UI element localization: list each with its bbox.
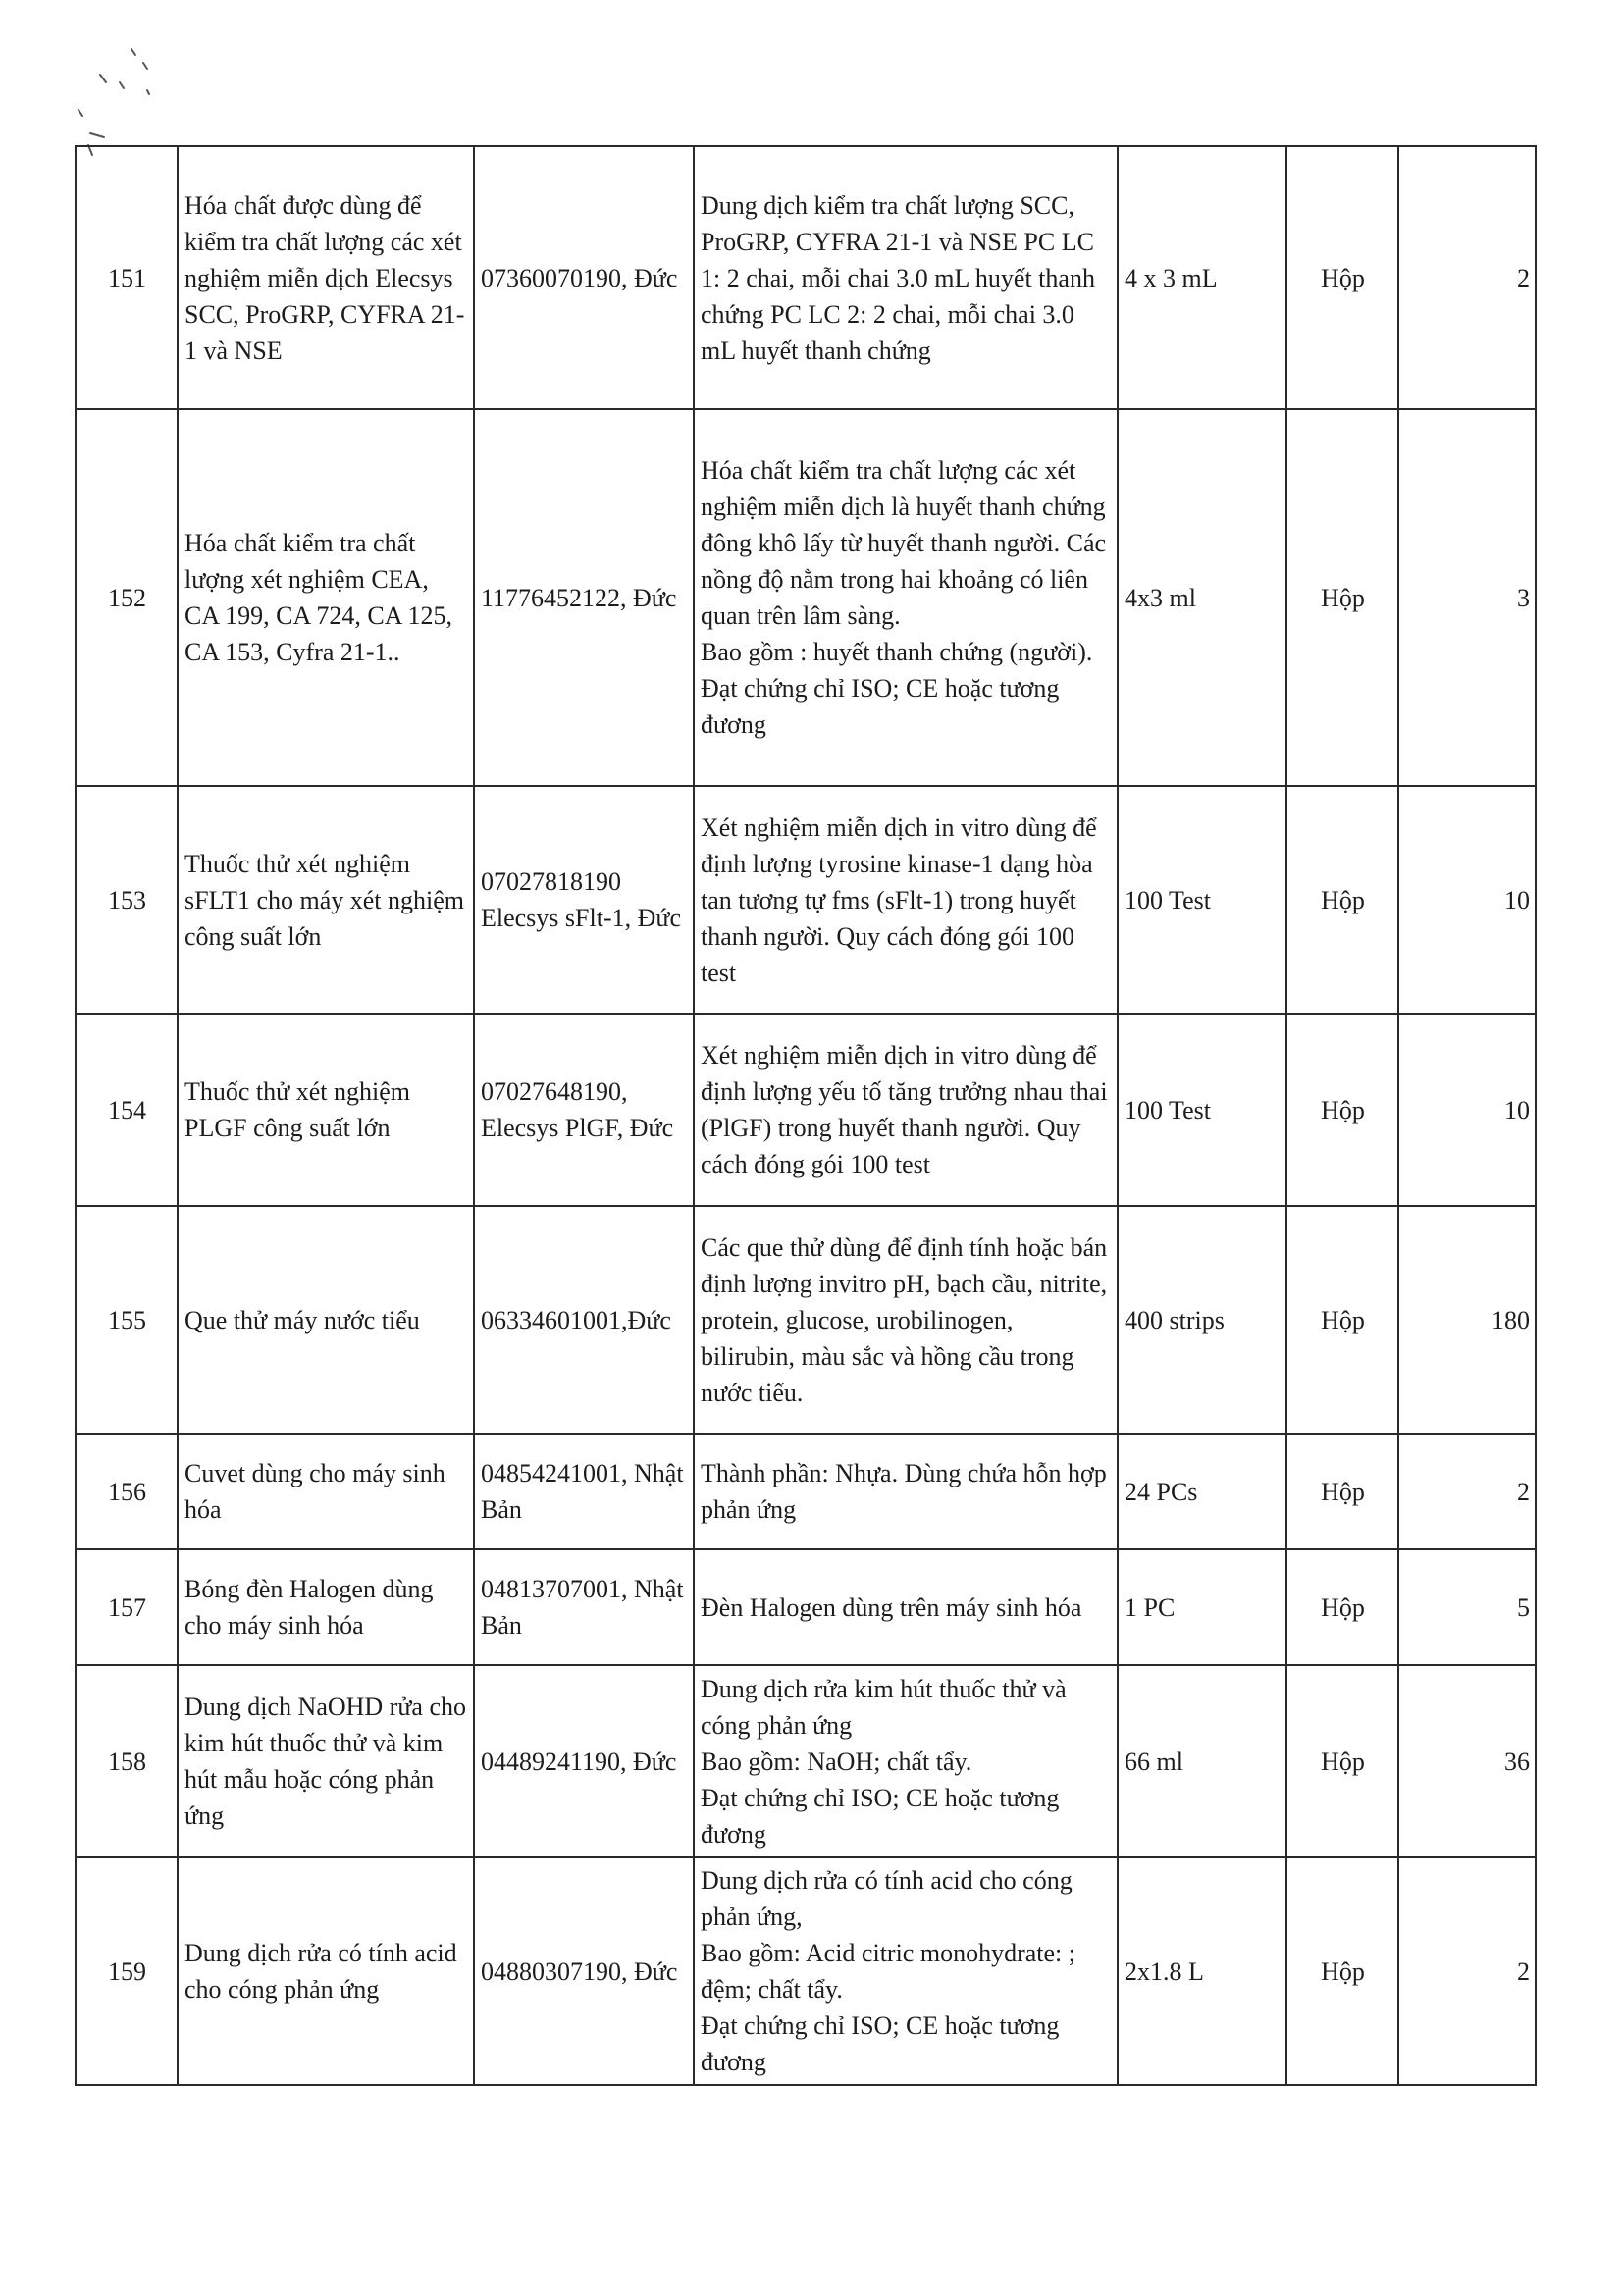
product-code-origin: 04813707001, Nhật Bản [474,1549,694,1665]
description-line: Thành phần: Nhựa. Dùng chứa hỗn hợp phản ứng [701,1459,1107,1524]
quantity: 2 [1398,1857,1536,2085]
table-row [76,1434,1536,1549]
unit: Hộp [1286,1206,1398,1434]
table-row [76,409,1536,786]
product-name: Dung dịch rửa có tính acid cho cóng phản ứng [178,1857,474,2085]
product-code-origin: 07027648190, Elecsys PlGF, Đức [474,1014,694,1206]
unit: Hộp [1286,786,1398,1014]
table-row [76,1857,1536,2085]
unit: Hộp [1286,1665,1398,1857]
row-number: 152 [76,409,178,786]
description-line: Bao gồm: NaOH; chất tẩy. [701,1747,972,1776]
packaging-spec: 24 PCs [1118,1434,1286,1549]
table-row [76,1665,1536,1857]
packaging-spec: 2x1.8 L [1118,1857,1286,2085]
description-line: Hóa chất kiểm tra chất lượng các xét nghiệm miễn dịch là huyết thanh chứng đông khô lấy từ huyết thanh người. Các nồng độ nằm trong hai khoảng có liên quan trên lâm sàng. [701,456,1107,630]
unit: Hộp [1286,409,1398,786]
product-code-origin: 04880307190, Đức [474,1857,694,2085]
quantity: 36 [1398,1665,1536,1857]
row-number: 153 [76,786,178,1014]
packaging-spec: 100 Test [1118,786,1286,1014]
product-description [694,146,1118,409]
table-row [76,1549,1536,1665]
row-number: 157 [76,1549,178,1665]
row-number: 151 [76,146,178,409]
product-name: Cuvet dùng cho máy sinh hóa [178,1434,474,1549]
product-code-origin: 06334601001,Đức [474,1206,694,1434]
product-name: Bóng đèn Halogen dùng cho máy sinh hóa [178,1549,474,1665]
packaging-spec: 4x3 ml [1118,409,1286,786]
row-number: 154 [76,1014,178,1206]
row-number: 158 [76,1665,178,1857]
quantity: 3 [1398,409,1536,786]
unit: Hộp [1286,146,1398,409]
packaging-spec: 4 x 3 mL [1118,146,1286,409]
product-description [694,1206,1118,1434]
product-name: Dung dịch NaOHD rửa cho kim hút thuốc thử và kim hút mẫu hoặc cóng phản ứng [178,1665,474,1857]
table-row [76,1206,1536,1434]
unit: Hộp [1286,1857,1398,2085]
product-name: Hóa chất kiểm tra chất lượng xét nghiệm CEA, CA 199, CA 724, CA 125, CA 153, Cyfra 21-1.. [178,409,474,786]
row-number: 156 [76,1434,178,1549]
packaging-spec: 1 PC [1118,1549,1286,1665]
product-code-origin: 07360070190, Đức [474,146,694,409]
product-description [694,1549,1118,1665]
product-code-origin: 04489241190, Đức [474,1665,694,1857]
quantity: 2 [1398,1434,1536,1549]
packaging-spec: 66 ml [1118,1665,1286,1857]
product-description [694,1665,1118,1857]
quantity: 5 [1398,1549,1536,1665]
unit: Hộp [1286,1549,1398,1665]
row-number: 155 [76,1206,178,1434]
description-line: Đèn Halogen dùng trên máy sinh hóa [701,1592,1082,1622]
product-description [694,1014,1118,1206]
unit: Hộp [1286,1434,1398,1549]
description-line: Đạt chứng chỉ ISO; CE hoặc tương đương [701,2011,1060,2076]
product-description [694,786,1118,1014]
product-name: Que thử máy nước tiểu [178,1206,474,1434]
product-code-origin: 11776452122, Đức [474,409,694,786]
quantity: 2 [1398,146,1536,409]
product-code-origin: 07027818190 Elecsys sFlt-1, Đức [474,786,694,1014]
description-line: Xét nghiệm miễn dịch in vitro dùng để định lượng yếu tố tăng trưởng nhau thai (PlGF) trong huyết thanh người. Quy cách đóng gói 100 test [701,1041,1108,1178]
description-line: Xét nghiệm miễn dịch in vitro dùng để định lượng tyrosine kinase-1 dạng hòa tan tương tự fms (sFlt-1) trong huyết thanh người. Quy cách đóng gói 100 test [701,812,1097,987]
table-row [76,786,1536,1014]
packaging-spec: 400 strips [1118,1206,1286,1434]
description-line: Các que thử dùng để định tính hoặc bán định lượng invitro pH, bạch cầu, nitrite, protein, glucose, urobilinogen, bilirubin, màu sắc và hồng cầu trong nước tiểu. [701,1232,1108,1407]
product-name: Thuốc thử xét nghiệm sFLT1 cho máy xét nghiệm công suất lớn [178,786,474,1014]
quantity: 180 [1398,1206,1536,1434]
row-number: 159 [76,1857,178,2085]
table-row [76,1014,1536,1206]
table-row [76,146,1536,409]
product-name: Hóa chất được dùng để kiểm tra chất lượng các xét nghiệm miễn dịch Elecsys SCC, ProGRP, CYFRA 21-1 và NSE [178,146,474,409]
description-line: Dung dịch rửa kim hút thuốc thử và cóng phản ứng [701,1674,1067,1740]
product-table [75,145,1537,2086]
description-line: Bao gồm: Acid citric monohydrate: ; đệm; chất tẩy. [701,1939,1075,2004]
description-line: Đạt chứng chỉ ISO; CE hoặc tương đương [701,1783,1060,1849]
quantity: 10 [1398,1014,1536,1206]
quantity: 10 [1398,786,1536,1014]
product-description [694,1857,1118,2085]
unit: Hộp [1286,1014,1398,1206]
product-description [694,409,1118,786]
scan-artifact-marks [61,39,169,157]
product-code-origin: 04854241001, Nhật Bản [474,1434,694,1549]
product-name: Thuốc thử xét nghiệm PLGF công suất lớn [178,1014,474,1206]
packaging-spec: 100 Test [1118,1014,1286,1206]
description-line: Bao gồm : huyết thanh chứng (người). Đạt chứng chỉ ISO; CE hoặc tương đương [701,638,1093,739]
description-line: Dung dịch rửa có tính acid cho cóng phản ứng, [701,1866,1073,1931]
description-line: Dung dịch kiểm tra chất lượng SCC, ProGRP, CYFRA 21-1 và NSE PC LC 1: 2 chai, mỗi chai 3.0 mL huyết thanh chứng PC LC 2: 2 chai, mỗi chai 3.0 mL huyết thanh chứng [701,190,1095,365]
product-description [694,1434,1118,1549]
